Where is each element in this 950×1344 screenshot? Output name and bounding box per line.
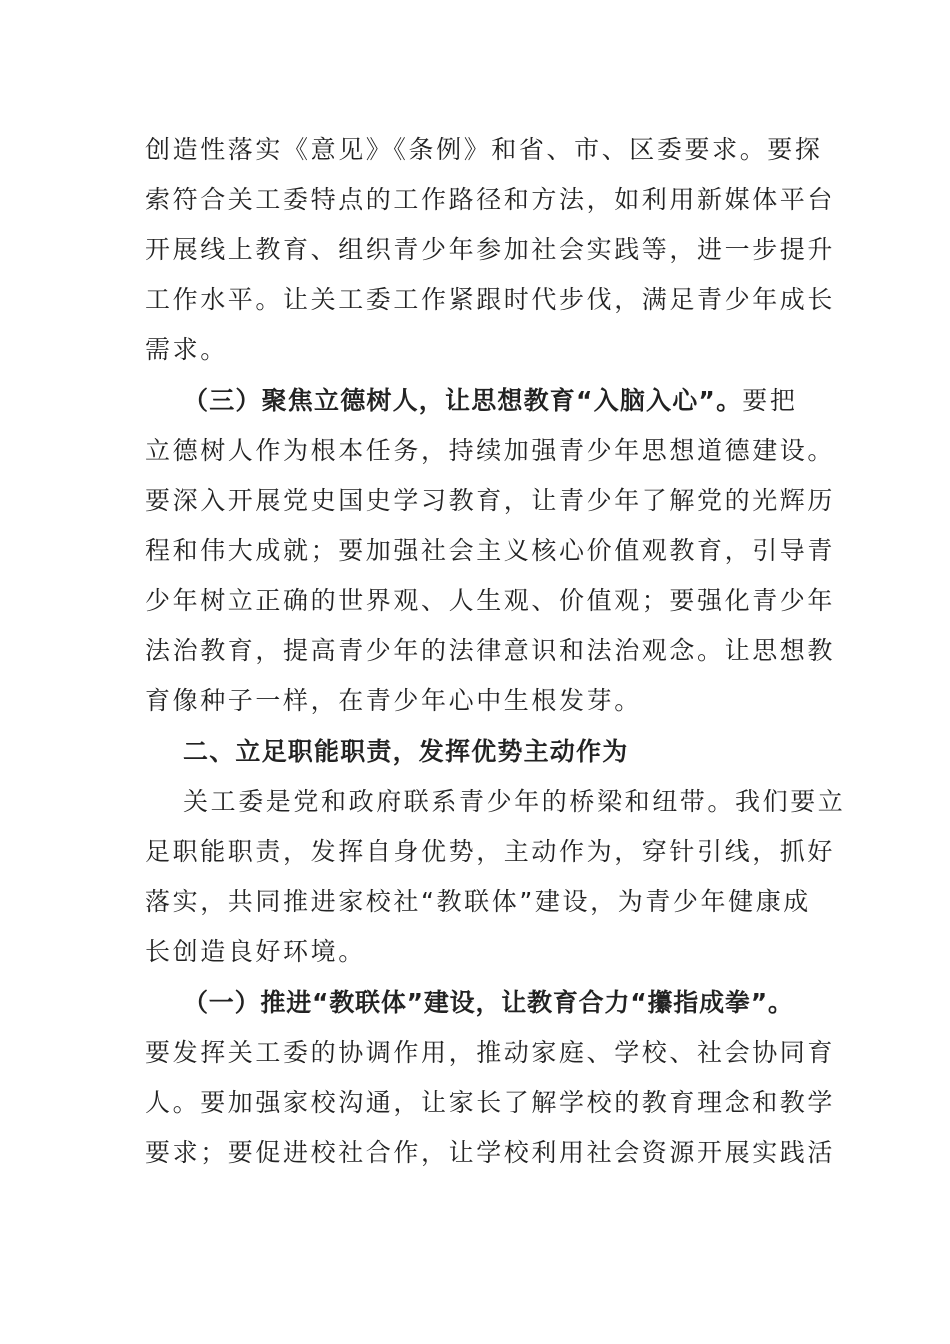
paragraph-line: 法治教育，提高青少年的法律意识和法治观念。让思想教	[145, 636, 836, 665]
paragraph-text: 要把	[742, 386, 798, 415]
paragraph-line: 索符合关工委特点的工作路径和方法，如利用新媒体平台	[145, 185, 836, 214]
paragraph-line: 少年树立正确的世界观、人生观、价值观；要强化青少年	[145, 586, 836, 615]
subheading-line	[183, 381, 823, 421]
subheading-1: （一）推进“教联体”建设，让教育合力“攥指成拳”。	[183, 988, 794, 1017]
paragraph-line: 足职能职责，发挥自身优势，主动作为，穿针引线，抓好	[145, 837, 836, 866]
section-heading: 二、立足职能职责，发挥优势主动作为	[183, 737, 629, 766]
paragraph-line: 创造性落实《意见》《条例》和省、市、区委要求。要探	[145, 135, 823, 164]
paragraph-line: 要发挥关工委的协调作用，推动家庭、学校、社会协同育	[145, 1038, 836, 1067]
paragraph-line: 要深入开展党史国史学习教育，让青少年了解党的光辉历	[145, 486, 836, 515]
paragraph-line: 要求；要促进校社合作，让学校利用社会资源开展实践活	[145, 1138, 836, 1167]
paragraph-line: 立德树人作为根本任务，持续加强青少年思想道德建设。	[145, 436, 836, 465]
paragraph-line: 育像种子一样，在青少年心中生根发芽。	[145, 686, 642, 715]
paragraph-line: 程和伟大成就；要加强社会主义核心价值观教育，引导青	[145, 536, 836, 565]
paragraph-line: 开展线上教育、组织青少年参加社会实践等，进一步提升	[145, 235, 836, 264]
paragraph-line: 长创造良好环境。	[145, 937, 366, 966]
paragraph-line: 人。要加强家校沟通，让家长了解学校的教育理念和教学	[145, 1088, 836, 1117]
paragraph-line: 需求。	[145, 335, 228, 364]
paragraph-line: 落实，共同推进家校社“教联体”建设，为青少年健康成	[145, 887, 811, 916]
paragraph-line: 工作水平。让关工委工作紧跟时代步伐，满足青少年成长	[145, 285, 836, 314]
paragraph-line: 关工委是党和政府联系青少年的桥梁和纽带。我们要立	[183, 787, 846, 816]
subheading-3: （三）聚焦立德树人，让思想教育“入脑入心”。	[183, 386, 743, 415]
